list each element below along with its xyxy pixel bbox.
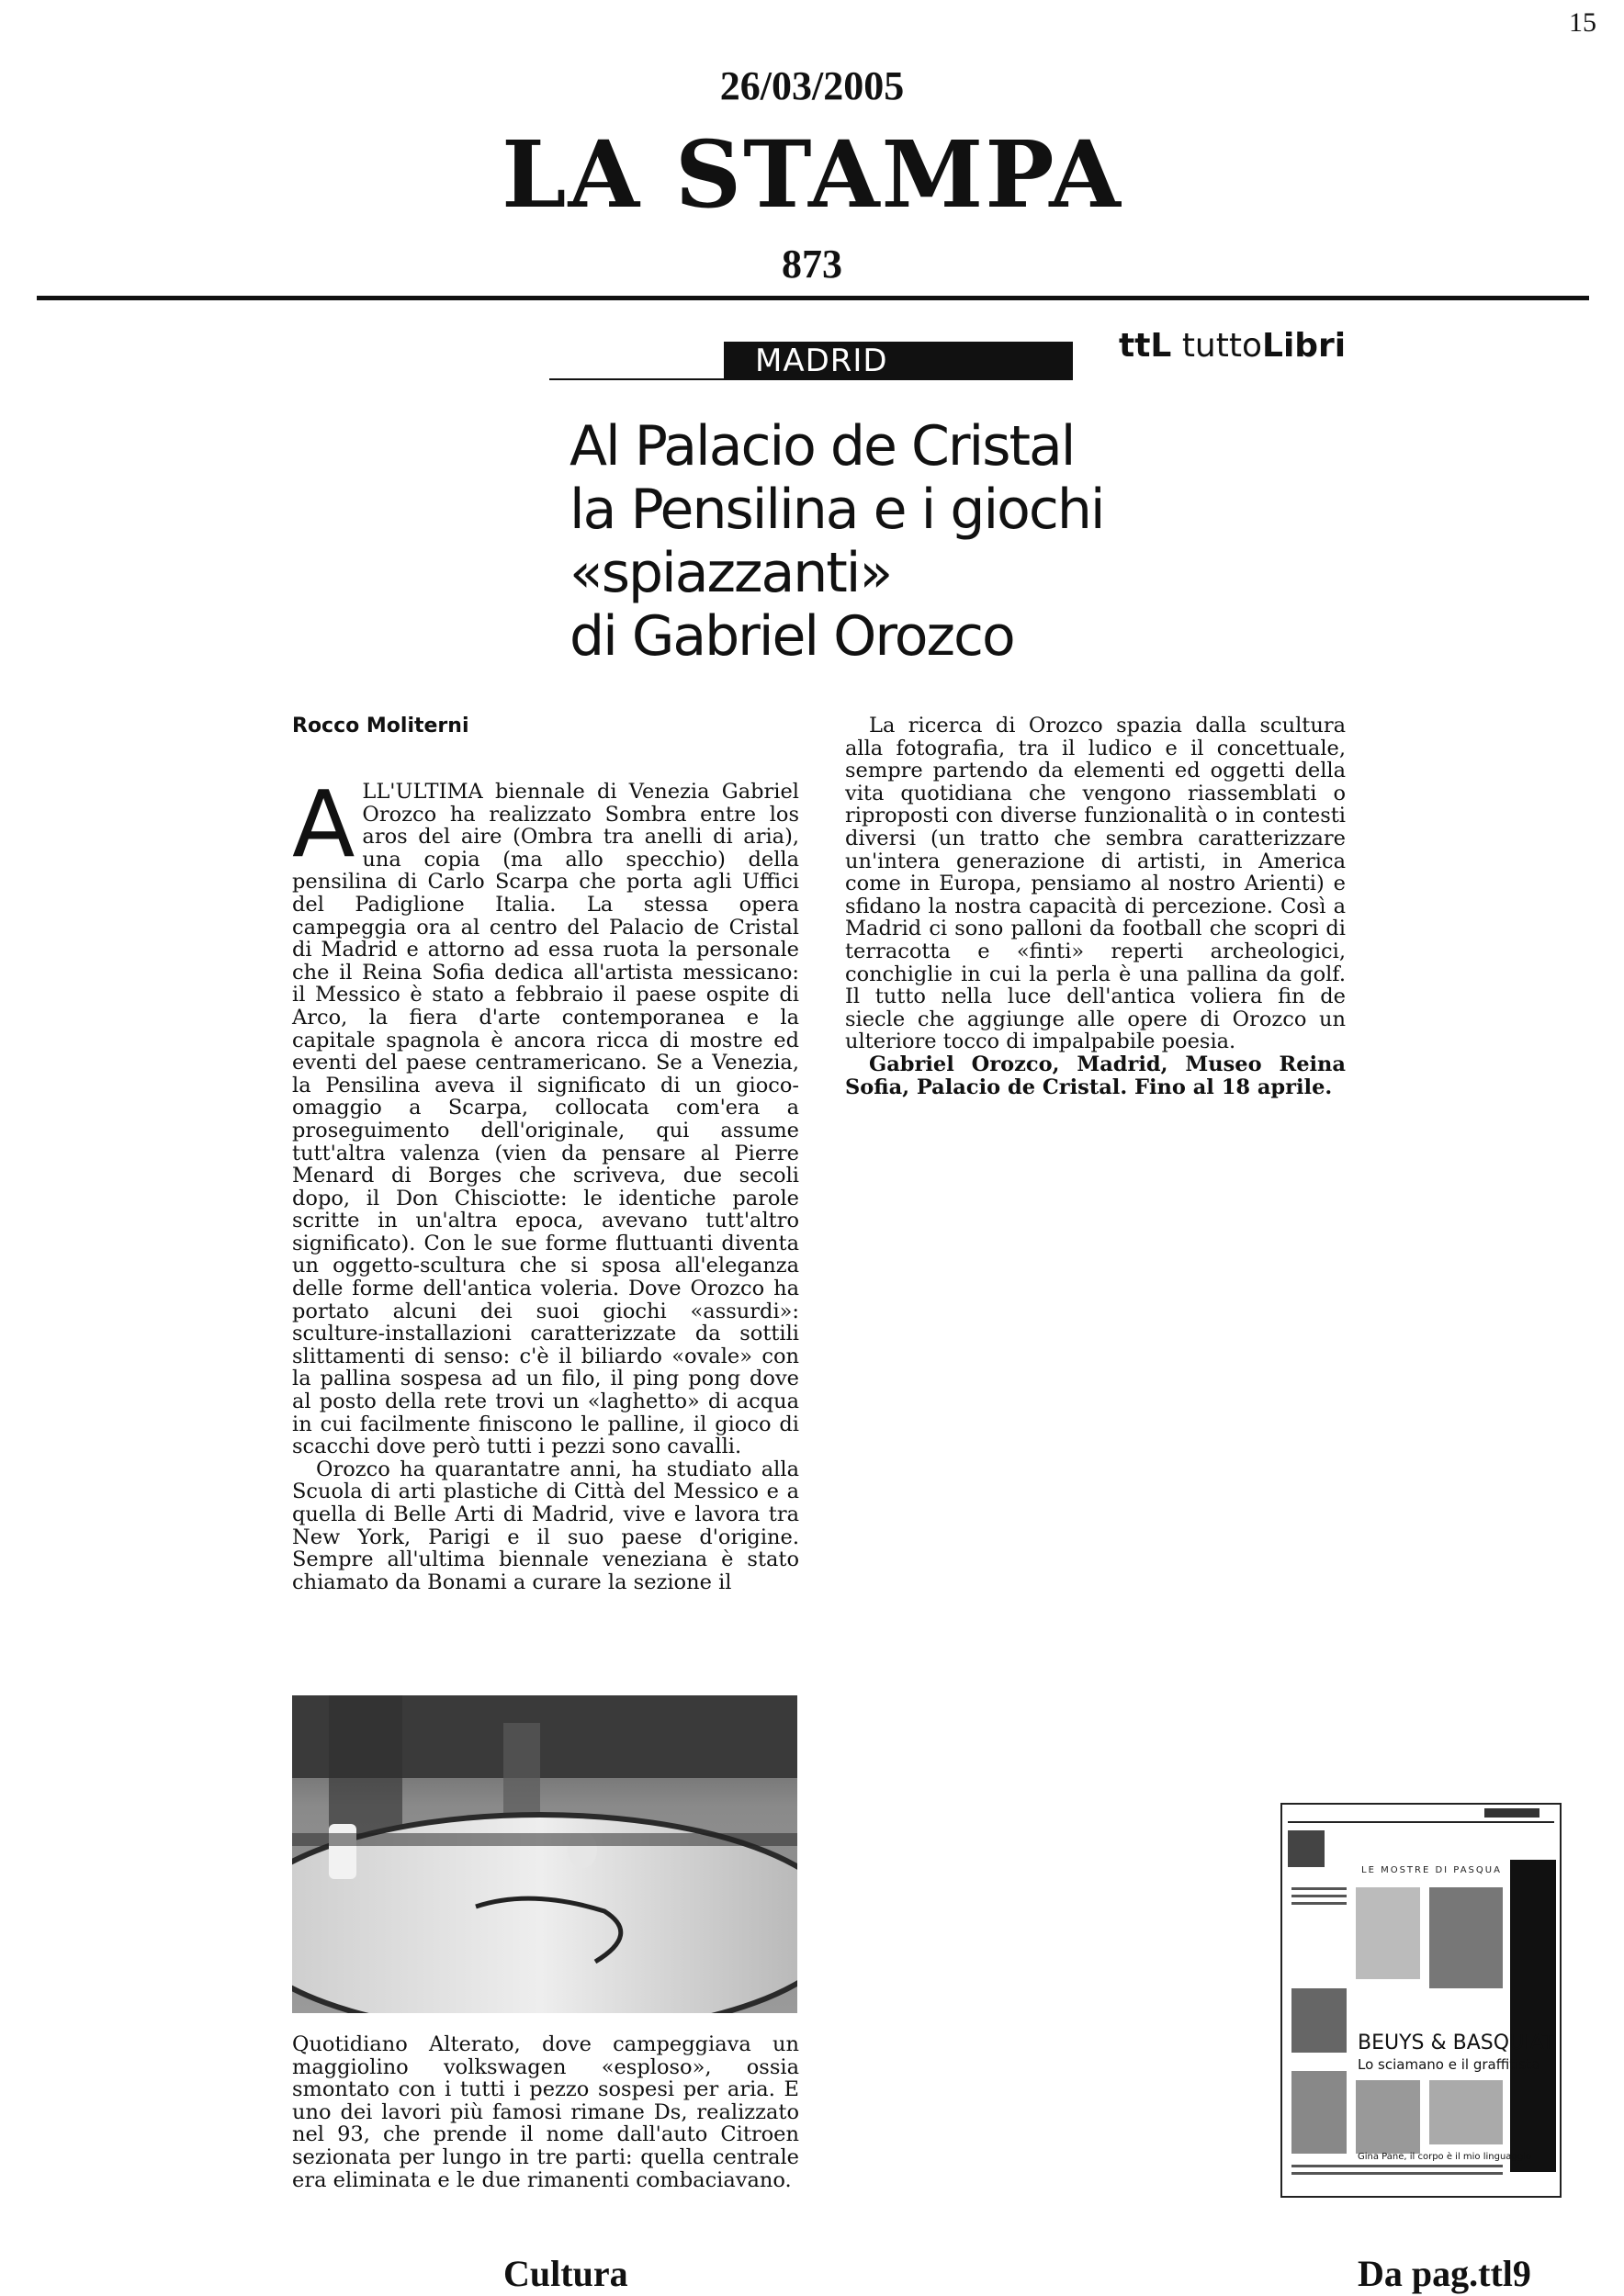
headline-line: «spiazzanti» xyxy=(570,541,892,605)
article-photo xyxy=(292,1695,797,2013)
drop-cap: A xyxy=(292,771,355,878)
footer-section: Cultura xyxy=(503,2253,628,2294)
headline xyxy=(570,415,1212,669)
header-rule xyxy=(37,296,1589,300)
section-label: MADRID xyxy=(724,342,1073,380)
section-rule xyxy=(549,378,724,380)
thumbnail-banner: LE MOSTRE DI PASQUA xyxy=(1361,1865,1502,1875)
thumbnail-title: BEUYS & BASQUIAT xyxy=(1358,2032,1555,2054)
article-paragraph: La ricerca di Orozco spazia dalla scultura alla fotografia, tra il ludico e il concettuale, sempre partendo da elementi ed oggetti della vita quotidiana che vengono riassemblati o riproposti con diverse funzionalità o in contesti diversi (un tratto che sembra caratterizzare un'intera generazione di artisti, in America come in Europa, pensiamo al nostro Arienti) e sfidano la nostra capacità di percezione. Così a Madrid ci sono palloni da football che scopri di terracotta e «finti» reperti archeologici, conchiglie in cui la perla è una pallina da golf. Il tutto nella luce dell'antica voliera fin de siecle che aggiunge alle opere di Orozco un ulteriore tocco di impalpabile poesia. xyxy=(845,714,1346,1054)
thumbnail-bottom-headline: Gina Pane, il corpo è il mio linguaggio xyxy=(1358,2152,1532,2162)
exhibition-info: Gabriel Orozco, Madrid, Museo Reina Sofia, Palacio de Cristal. Fino al 18 aprile. xyxy=(845,1052,1346,1099)
article-paragraph: LL'ULTIMA biennale di Venezia Gabriel Orozco ha realizzato Sombra entre los aros del aire (Ombra tra anelli di aria), una copia (ma allo specchio) della pensilina di Carlo Scarpa che porta agli Uffici del Padiglione Italia. La stessa opera campeggia ora al centro del Palacio de Cristal di Madrid e attorno ad essa ruota la personale che il Reina Sofia dedica all'artista messicano: il Messico è stato a febbraio il paese ospite di Arco, la fiera d'arte contemporanea e la capitale spagnola è ancora ricca di mostre ed eventi del paese centramericano. Se a Venezia, la Pensilina aveva il significato di un gioco-omaggio a Scarpa, collocata com'era a proseguimento dell'originale, qui assume tutt'altra valenza (vien da pensare al Pierre Menard di Borges che scriveva, due secoli dopo, il Don Chisciotte: le identiche parole scritte in un'altra epoca, avevano tutt'altro significato). Con le sue forme fluttuanti diventa un oggetto-scultura che si sposa all'eleganza delle forme dell'antica voleria. Dove Orozco ha portato alcuni dei suoi giochi «assurdi»: sculture-installazioni caratterizzate da sottili slittamenti di senso: c'è il biliardo «ovale» con la pallina sospesa ad un filo, il ping pong dove al posto della rete trovi un «laghetto» di acqua in cui facilmente finiscono le palline, il gioco di scacchi dove però tutti i pezzi sono cavalli. xyxy=(292,780,799,1459)
article-column-right xyxy=(845,715,1346,1098)
header-date: 26/03/2005 xyxy=(719,63,905,108)
masthead-logo: LA STAMPA xyxy=(502,120,1122,229)
supplement-logo xyxy=(1119,327,1346,365)
issue-number: 873 xyxy=(782,242,842,287)
supplement-prefix: ttL xyxy=(1119,327,1172,365)
supplement-name-light: tutto xyxy=(1181,327,1262,365)
footer-source: Da pag.ttl9 xyxy=(1358,2253,1531,2294)
article-column-left xyxy=(292,771,799,1594)
page-thumbnail xyxy=(1280,1803,1562,2198)
article-paragraph: Orozco ha quarantatre anni, ha studiato alla Scuola di arti plastiche di Città del Messico e a quella di Belle Arti di Madrid, vive e lavora tra New York, Parigi e il suo paese d'origine. Sempre all'ultima biennale veneziana è stato chiamato da Bonami a curare la sezione il xyxy=(292,1457,799,1594)
photo-caption xyxy=(292,2033,799,2191)
byline: Rocco Moliterni xyxy=(292,715,469,737)
headline-line: di Gabriel Orozco xyxy=(570,604,1014,669)
headline-line: la Pensilina e i giochi xyxy=(570,478,1104,542)
caption-text: Quotidiano Alterato, dove campeggiava un maggiolino volkswagen «esploso», ossia smontato con i tutti i pezzo sospesi per aria. E uno dei lavori più famosi rimane Ds, realizzato nel 93, che prende il nome dall'auto Citroen sezionata per lungo in tre parti: quella centrale era eliminata e le due rimanenti combaciavano. xyxy=(292,2032,799,2192)
supplement-name-bold: Libri xyxy=(1262,327,1347,365)
headline-line: Al Palacio de Cristal xyxy=(570,414,1075,478)
thumbnail-subtitle: Lo sciamano e il graffitista xyxy=(1358,2056,1540,2073)
page-number: 15 xyxy=(1569,7,1596,38)
